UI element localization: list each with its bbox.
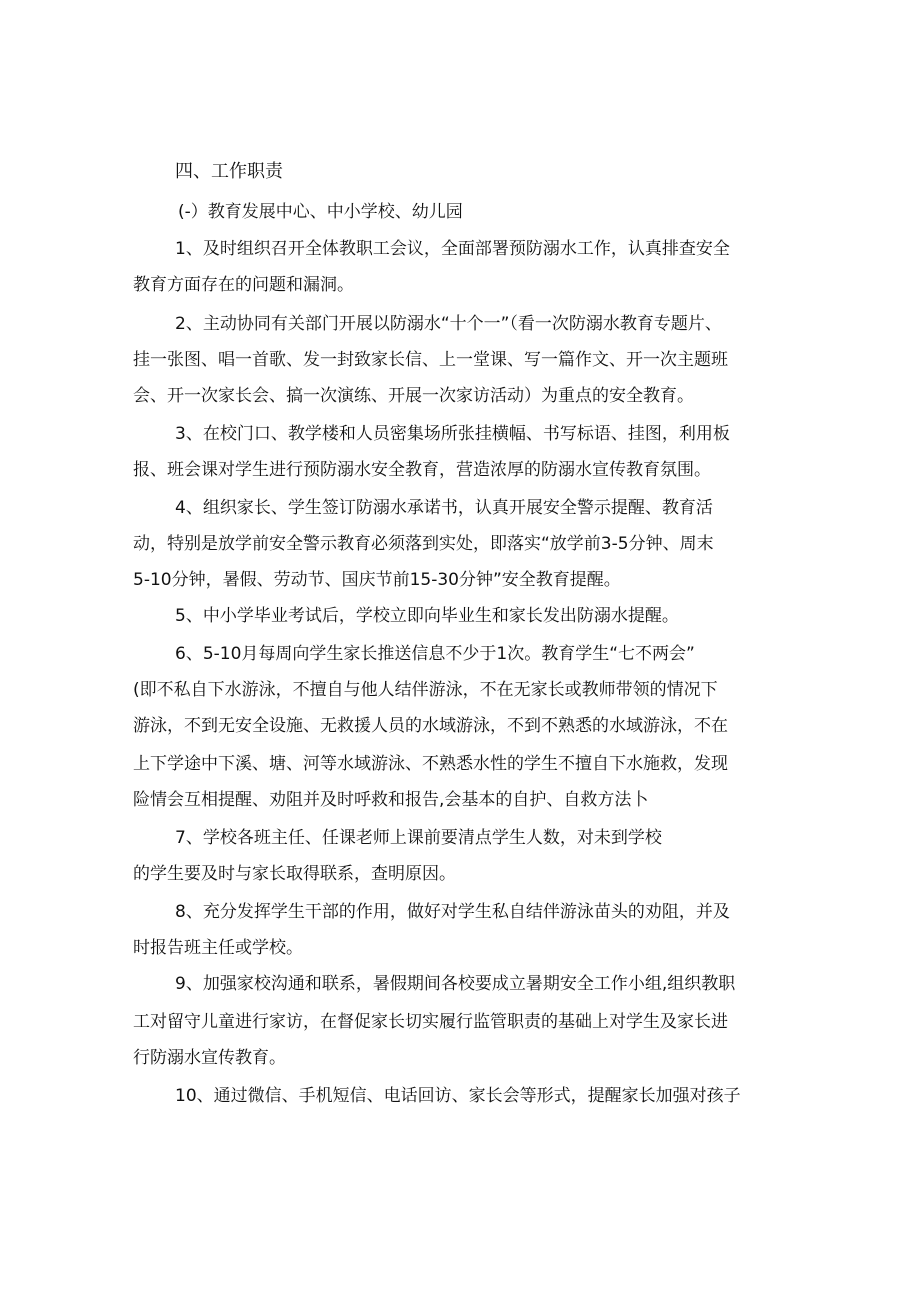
- paragraph-line: 9、加强家校沟通和联系，暑假期间各校要成立暑期安全工作小组,组织教职: [175, 974, 736, 994]
- paragraph-line: 挂一张图、唱一首歌、发一封致家长信、上一堂课、写一篇作文、开一次主题班: [133, 350, 728, 370]
- paragraph-line: 险情会互相提醒、劝阻并及时呼救和报告,会基本的自护、自救方法卜: [133, 790, 649, 810]
- paragraph-line: 工对留守儿童进行家访，在督促家长切实履行监管职责的基础上对学生及家长进: [133, 1012, 728, 1032]
- paragraph-line: 1、及时组织召开全体教职工会议，全面部署预防溺水工作，认真排查安全: [175, 239, 730, 259]
- paragraph-line: 动，特别是放学前安全警示教育必须落到实处，即落实“放学前3-5分钟、周末: [133, 534, 714, 554]
- paragraph-line: 教育方面存在的问题和漏洞。: [133, 275, 354, 295]
- paragraph-line: 3、在校门口、教学楼和人员密集场所张挂横幅、书写标语、挂图，利用板: [175, 424, 730, 444]
- paragraph-line: 报、班会课对学生进行预防溺水安全教育，营造浓厚的防溺水宣传教育氛围。: [133, 460, 711, 480]
- paragraph-line: 5-10分钟，暑假、劳动节、国庆节前15-30分钟”安全教育提醒。: [133, 570, 621, 590]
- paragraph-line: 6、5-10月每周向学生家长推送信息不少于1次。教育学生“七不两会”: [175, 644, 695, 664]
- paragraph-line: 4、组织家长、学生签订防溺水承诺书，认真开展安全警示提醒、教育活: [175, 498, 713, 518]
- paragraph-line: 的学生要及时与家长取得联系，查明原因。: [133, 864, 456, 884]
- paragraph-line: 10、通过微信、手机短信、电话回访、家长会等形式，提醒家长加强对孩子: [175, 1086, 741, 1106]
- paragraph-line: 7、学校各班主任、任课老师上课前要清点学生人数，对未到学校: [175, 828, 662, 848]
- paragraph-line: 2、主动协同有关部门开展以防溺水“十个一”（看一次防溺水教育专题片、: [175, 314, 722, 334]
- paragraph-line: (即不私自下水游泳，不擅自与他人结伴游泳，不在无家长或教师带领的情况下: [133, 680, 718, 700]
- section-heading: 四、工作职责: [175, 161, 283, 182]
- paragraph-line: 游泳，不到无安全设施、无救援人员的水域游泳，不到不熟悉的水域游泳，不在: [133, 716, 728, 736]
- paragraph-line: 8、充分发挥学生干部的作用，做好对学生私自结伴游泳苗头的劝阻，并及: [175, 902, 730, 922]
- paragraph-line: 会、开一次家长会、搞一次演练、开展一次家访活动）为重点的安全教育。: [133, 386, 694, 406]
- subsection-heading: (-）教育发展中心、中小学校、幼儿园: [178, 202, 463, 222]
- paragraph-line: 5、中小学毕业考试后，学校立即向毕业生和家长发出防溺水提醒。: [175, 606, 679, 626]
- paragraph-line: 上下学途中下溪、塘、河等水域游泳、不熟悉水性的学生不擅自下水施救，发现: [133, 754, 728, 774]
- paragraph-line: 行防溺水宣传教育。: [133, 1048, 286, 1068]
- paragraph-line: 时报告班主任或学校。: [133, 938, 303, 958]
